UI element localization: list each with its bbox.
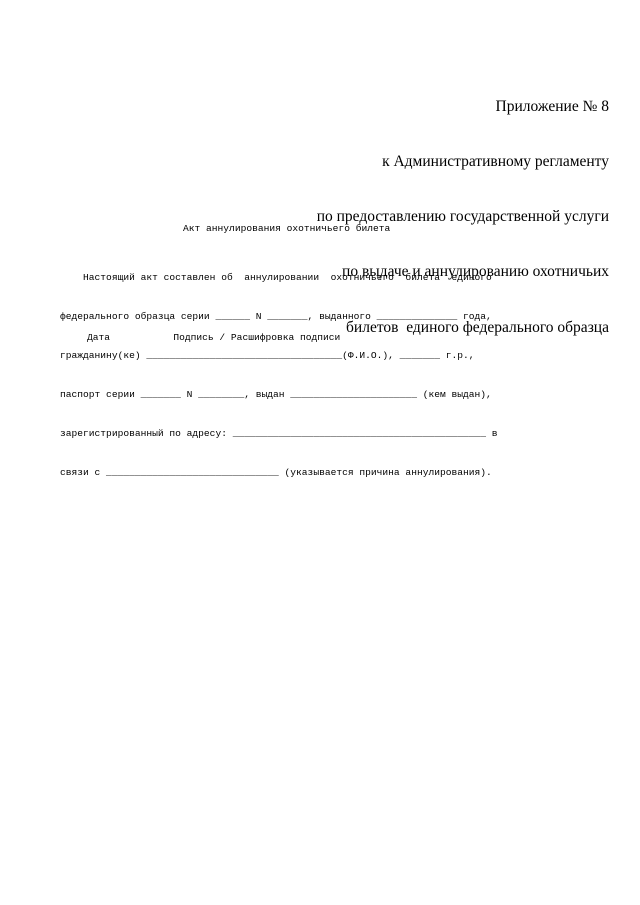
act-title: Акт аннулирования охотничьего билета [183,223,391,234]
act-body-line: зарегистрированный по адресу: ____________________________________________ в [60,428,498,439]
annex-line: к Административному регламенту [382,153,609,171]
act-body-line: паспорт серии _______ N ________, выдан ______________________ (кем выдан), [60,389,492,400]
annex-line: Приложение № 8 [495,97,609,115]
act-body-line: связи с ______________________________ (указывается причина аннулирования). [60,467,492,478]
act-body-line: Настоящий акт составлен об аннулировании охотничьего билета единого [60,272,492,283]
annex-line: по выдаче и аннулированию охотничьих [342,263,609,281]
annex-line: по предоставлению государственной услуги [316,208,609,226]
act-body-line: гражданину(ке) __________________________________(Ф.И.О.), _______ г.р., [60,350,475,361]
signature-line: Дата Подпись / Расшифровка подписи [87,332,341,343]
act-body [60,245,498,505]
annex-line: билетов единого федерального образца [346,318,609,336]
act-body-line: федерального образца серии ______ N _______, выданного ______________ года, [60,311,492,322]
